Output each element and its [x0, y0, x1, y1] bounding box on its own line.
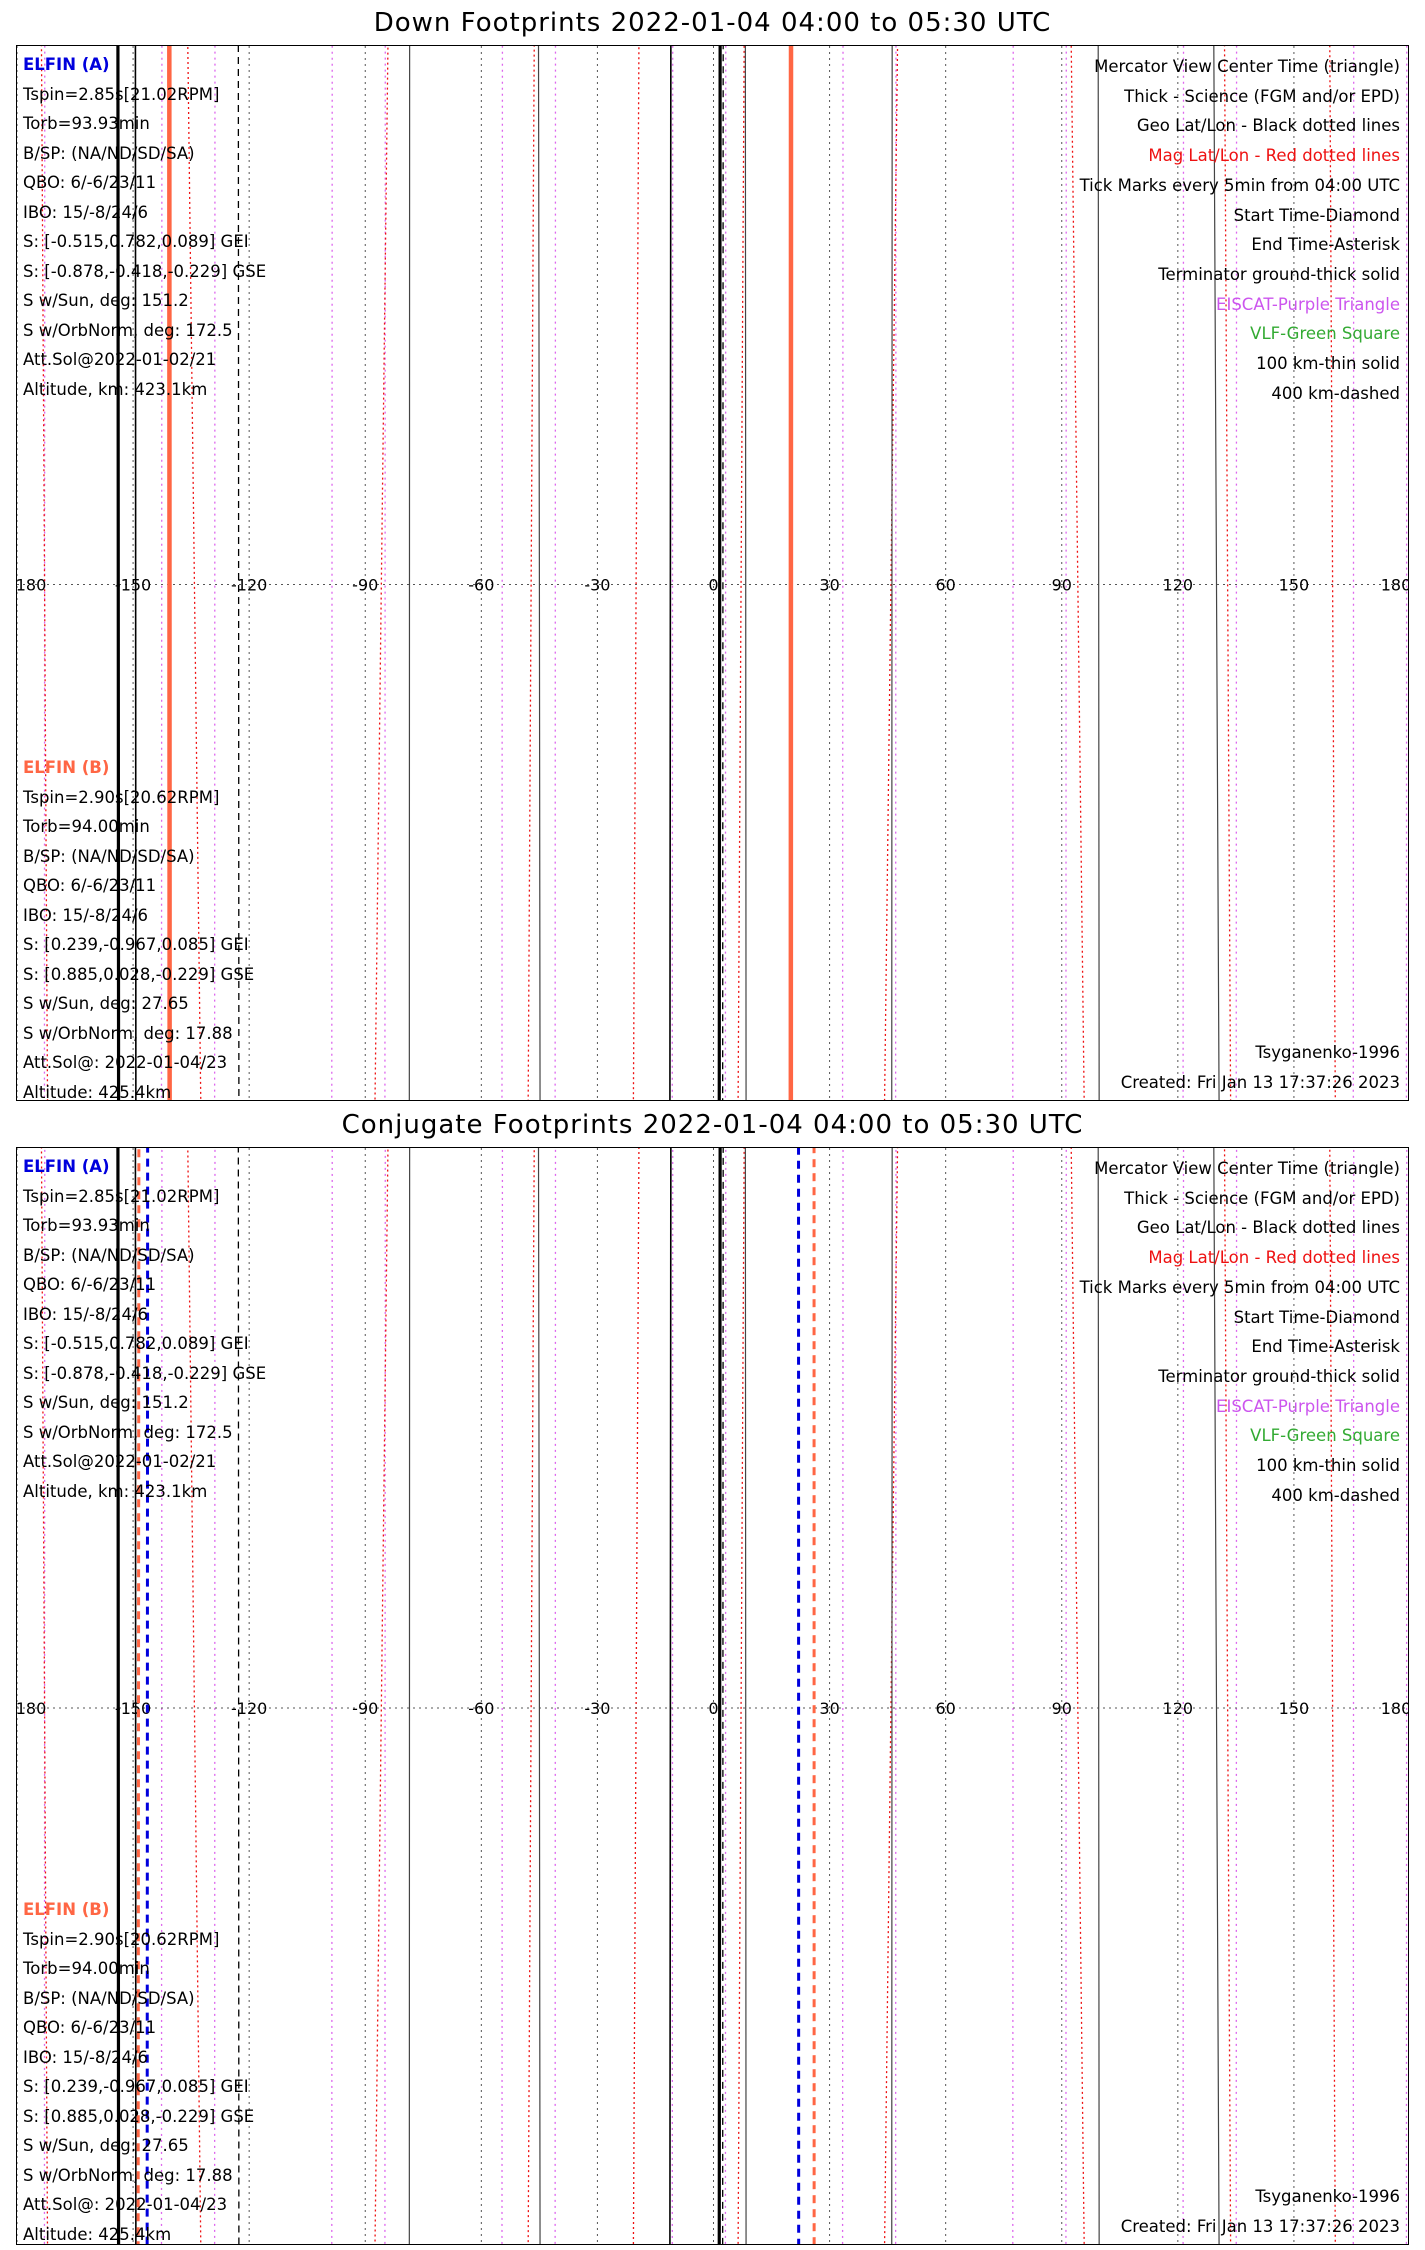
legend-item: 100 km-thin solid: [1080, 1451, 1400, 1481]
satellite-param-line: Torb=94.00min: [23, 1954, 254, 1984]
satellite-param-line: S: [0.239,-0.967,0.085] GEI: [23, 930, 254, 960]
lon-tick-label: 120: [1163, 576, 1194, 595]
lon-tick-label: 0: [708, 576, 718, 595]
satellite-param-line: QBO: 6/-6/23/11: [23, 871, 254, 901]
satellite-param-line: Altitude: 425.4km: [23, 2220, 254, 2246]
lon-tick-label: 30: [819, 576, 839, 595]
lon-tick-label: -30: [584, 576, 610, 595]
lon-tick-label: -30: [584, 1699, 610, 1718]
lon-tick-label: 120: [1163, 1699, 1194, 1718]
lon-tick-label: 150: [1279, 1699, 1310, 1718]
legend-item: EISCAT-Purple Triangle: [1080, 290, 1400, 320]
satellite-header: ELFIN (A): [23, 1152, 266, 1182]
lon-tick-label: 180: [17, 576, 46, 595]
satellite-param-line: Att.Sol@2022-01-02/21: [23, 345, 266, 375]
legend-item: Mag Lat/Lon - Red dotted lines: [1080, 141, 1400, 171]
satellite-param-line: S w/OrbNorm, deg: 172.5: [23, 1418, 266, 1448]
satellite-header: ELFIN (B): [23, 753, 254, 783]
satellite-param-line: Att.Sol@: 2022-01-04/23: [23, 2190, 254, 2220]
satellite-param-line: QBO: 6/-6/23/11: [23, 1270, 266, 1300]
satellite-param-line: S: [0.239,-0.967,0.085] GEI: [23, 2072, 254, 2102]
lon-tick-label: 150: [1279, 576, 1310, 595]
satellite-param-line: S: [-0.515,0.782,0.089] GEI: [23, 1329, 266, 1359]
model-name: Tsyganenko-1996: [1121, 1038, 1400, 1068]
lon-tick-label: -60: [468, 1699, 494, 1718]
lon-tick-label: 60: [935, 1699, 955, 1718]
satellite-param-line: S: [-0.878,-0.418,-0.229] GSE: [23, 1359, 266, 1389]
lon-tick-label: 60: [935, 576, 955, 595]
satellite-param-line: S w/Sun, deg: 27.65: [23, 2131, 254, 2161]
satellite-param-line: IBO: 15/-8/24/6: [23, 2043, 254, 2073]
satellite-param-line: B/SP: (NA/ND/SD/SA): [23, 1241, 266, 1271]
satellite-param-line: IBO: 15/-8/24/6: [23, 198, 266, 228]
legend-item: Geo Lat/Lon - Black dotted lines: [1080, 111, 1400, 141]
satellite-param-line: S w/OrbNorm, deg: 17.88: [23, 1019, 254, 1049]
legend-item: Thick - Science (FGM and/or EPD): [1080, 82, 1400, 112]
lon-tick-label: -120: [231, 1699, 267, 1718]
satellite-param-line: B/SP: (NA/ND/SD/SA): [23, 842, 254, 872]
legend-item: Mag Lat/Lon - Red dotted lines: [1080, 1243, 1400, 1273]
lon-tick-label: 180: [1381, 1699, 1409, 1718]
satellite-param-line: S: [-0.878,-0.418,-0.229] GSE: [23, 257, 266, 287]
created-timestamp: Created: Fri Jan 13 17:37:26 2023: [1121, 2212, 1400, 2242]
satellite-param-line: B/SP: (NA/ND/SD/SA): [23, 139, 266, 169]
legend-item: Start Time-Diamond: [1080, 201, 1400, 231]
satellite-header: ELFIN (A): [23, 50, 266, 80]
lon-tick-label: 30: [819, 1699, 839, 1718]
panel-title-conjugate: Conjugate Footprints 2022-01-04 04:00 to 05:30 UTC: [0, 1110, 1425, 1140]
legend-item: Terminator ground-thick solid: [1080, 260, 1400, 290]
satellite-param-line: Tspin=2.85s[21.02RPM]: [23, 80, 266, 110]
satellite-param-line: Torb=94.00min: [23, 812, 254, 842]
lon-tick-label: 0: [708, 1699, 718, 1718]
lon-tick-label: -90: [352, 576, 378, 595]
legend-item: Geo Lat/Lon - Black dotted lines: [1080, 1213, 1400, 1243]
lon-tick-label: -120: [231, 576, 267, 595]
model-name: Tsyganenko-1996: [1121, 2182, 1400, 2212]
legend-item: Terminator ground-thick solid: [1080, 1362, 1400, 1392]
satellite-param-line: Altitude, km: 423.1km: [23, 375, 266, 405]
satellite-param-line: S: [-0.515,0.782,0.089] GEI: [23, 227, 266, 257]
legend-item: Mercator View Center Time (triangle): [1080, 52, 1400, 82]
legend-item: 400 km-dashed: [1080, 379, 1400, 409]
satellite-param-line: QBO: 6/-6/23/11: [23, 2013, 254, 2043]
satellite-param-line: S: [0.885,0.028,-0.229] GSE: [23, 960, 254, 990]
satellite-param-line: S w/Sun, deg: 27.65: [23, 989, 254, 1019]
satellite-param-line: Altitude, km: 423.1km: [23, 1477, 266, 1507]
satellite-param-line: Altitude: 425.4km: [23, 1078, 254, 1102]
legend-item: VLF-Green Square: [1080, 319, 1400, 349]
lon-tick-label: 180: [17, 1699, 46, 1718]
satellite-param-line: Torb=93.93min: [23, 1211, 266, 1241]
lon-tick-label: -60: [468, 576, 494, 595]
legend-item: Thick - Science (FGM and/or EPD): [1080, 1184, 1400, 1214]
satellite-param-line: B/SP: (NA/ND/SD/SA): [23, 1984, 254, 2014]
satellite-param-line: S w/OrbNorm, deg: 17.88: [23, 2161, 254, 2191]
legend-item: Tick Marks every 5min from 04:00 UTC: [1080, 1273, 1400, 1303]
lon-tick-label: 90: [1052, 576, 1072, 595]
lon-tick-label: 180: [1381, 576, 1409, 595]
satellite-param-line: Tspin=2.90s[20.62RPM]: [23, 783, 254, 813]
satellite-param-line: S w/Sun, deg: 151.2: [23, 1388, 266, 1418]
legend-item: EISCAT-Purple Triangle: [1080, 1392, 1400, 1422]
legend-item: Tick Marks every 5min from 04:00 UTC: [1080, 171, 1400, 201]
legend-item: 400 km-dashed: [1080, 1481, 1400, 1511]
lon-tick-label: 90: [1052, 1699, 1072, 1718]
legend-item: VLF-Green Square: [1080, 1421, 1400, 1451]
created-timestamp: Created: Fri Jan 13 17:37:26 2023: [1121, 1068, 1400, 1098]
legend-item: 100 km-thin solid: [1080, 349, 1400, 379]
satellite-param-line: QBO: 6/-6/23/11: [23, 168, 266, 198]
satellite-param-line: Tspin=2.85s[21.02RPM]: [23, 1182, 266, 1212]
legend-item: End Time-Asterisk: [1080, 1332, 1400, 1362]
panel-title-down: Down Footprints 2022-01-04 04:00 to 05:30 UTC: [0, 8, 1425, 38]
lon-tick-label: -150: [115, 1699, 151, 1718]
satellite-param-line: Torb=93.93min: [23, 109, 266, 139]
satellite-header: ELFIN (B): [23, 1895, 254, 1925]
satellite-param-line: IBO: 15/-8/24/6: [23, 901, 254, 931]
legend-item: End Time-Asterisk: [1080, 230, 1400, 260]
satellite-param-line: Tspin=2.90s[20.62RPM]: [23, 1925, 254, 1955]
satellite-param-line: S w/OrbNorm, deg: 172.5: [23, 316, 266, 346]
legend-item: Start Time-Diamond: [1080, 1303, 1400, 1333]
lon-tick-label: -150: [115, 576, 151, 595]
satellite-param-line: Att.Sol@: 2022-01-04/23: [23, 1048, 254, 1078]
satellite-param-line: Att.Sol@2022-01-02/21: [23, 1447, 266, 1477]
lon-tick-label: -90: [352, 1699, 378, 1718]
legend-item: Mercator View Center Time (triangle): [1080, 1154, 1400, 1184]
satellite-param-line: S w/Sun, deg: 151.2: [23, 286, 266, 316]
satellite-param-line: S: [0.885,0.028,-0.229] GSE: [23, 2102, 254, 2132]
satellite-param-line: IBO: 15/-8/24/6: [23, 1300, 266, 1330]
